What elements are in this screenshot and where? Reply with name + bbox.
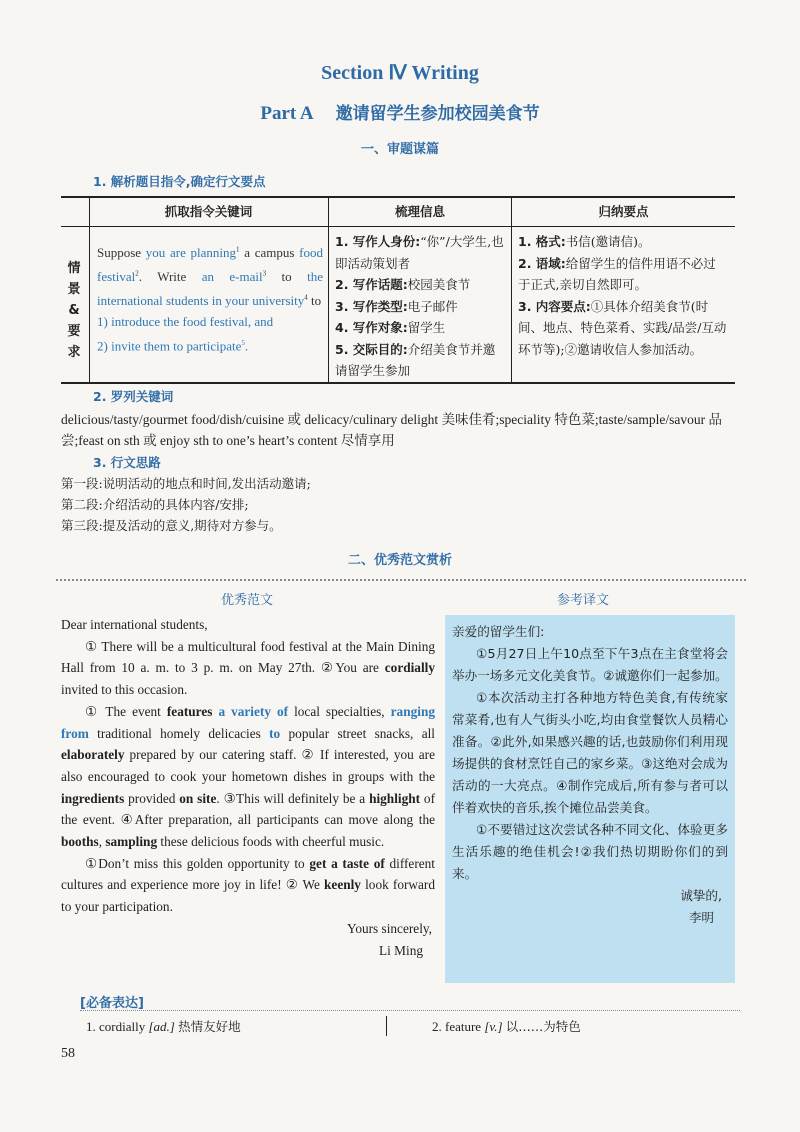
table-header-keywords: 抓取指令关键词	[89, 198, 328, 227]
essay-paragraph-3	[61, 853, 435, 918]
essay-text-run: ① There will be a multicultural food festival at the Main Dining Hall from 10 a. m. to 3 p. m. on May 27th. ②You are	[61, 638, 435, 676]
vocab-item: 1. cordially [ad.] 热情友好地	[86, 1019, 241, 1034]
essay-text-run: invited to this occasion.	[61, 682, 188, 698]
highlighted-phrase: sampling	[105, 834, 158, 850]
instruction-text-run: to	[307, 292, 322, 308]
highlighted-phrase: features	[166, 703, 213, 719]
outline-item: 第二段:介绍活动的具体内容/安排;	[61, 497, 249, 512]
highlighted-phrase: on site	[179, 790, 217, 806]
translation-greeting: 亲爱的留学生们:	[452, 624, 545, 639]
vocab-separator	[386, 1016, 387, 1036]
info-item: 2. 写作话题:校园美食节	[335, 277, 471, 292]
translation-paragraph-3: ①不要错过这次尝试各种不同文化、体验更多生活乐趣的绝佳机会!②我们热切期盼你们的到来。	[452, 822, 728, 881]
outline-item: 第一段:说明活动的地点和时间,发出活动邀请;	[61, 476, 311, 491]
part-heading	[0, 99, 800, 125]
instruction-text-run: . Write	[138, 269, 202, 285]
essay-text-run: popular street snacks, all	[280, 725, 435, 741]
instruction-text-run: a campus	[239, 245, 300, 261]
outline-list	[61, 473, 741, 536]
points-list	[518, 231, 728, 360]
info-item: 1. 写作人身份:“你”/大学生,也即活动策划者	[335, 234, 504, 271]
part-title: 邀请留学生参加校园美食节	[335, 104, 540, 124]
essay-text-run: ① The event	[85, 703, 167, 719]
essay-greeting: Dear international students,	[61, 617, 208, 632]
subheading-sample: 二、优秀范文赏析	[347, 553, 452, 568]
step-3-heading: 3. 行文思路	[93, 455, 161, 470]
instruction-text: Suppose you are planning$^1$ a campus food festival$^2$. Write an e-mail$^3$ to the international students in your university$^4$ to 1) introduce the food festival, and 2) invite them to participate$^5$.	[97, 240, 323, 357]
info-item: 5. 交际目的:介绍美食节并邀请留学生参加	[335, 341, 496, 378]
essay-column-heading: 优秀范文	[221, 593, 274, 608]
highlighted-phrase: get a taste of	[309, 855, 385, 871]
essay-text-run: . ③This will definitely be a	[216, 790, 370, 806]
sample-essay	[61, 614, 435, 961]
highlighted-phrase: cordially	[384, 660, 435, 676]
instruction-item: 1) introduce the food festival, and	[97, 314, 274, 330]
divider	[80, 1010, 740, 1011]
highlighted-phrase: keenly	[324, 877, 361, 893]
row-header: 情 景 & 要 求	[67, 261, 81, 360]
instruction-item: 2) invite them to participate$^5$.	[97, 338, 249, 354]
subheading-analysis: 一、审题谋篇	[360, 142, 439, 157]
highlighted-phrase: booths	[61, 834, 99, 850]
instruction-text-run: Suppose	[97, 245, 146, 261]
essay-paragraph-2	[61, 701, 435, 853]
instruction-keyword: food festival	[97, 245, 323, 285]
essay-text-run: local specialties,	[288, 703, 391, 719]
point-item: 2. 语域:给留学生的信件用语不必过于正式,亲切自然即可。	[518, 255, 716, 292]
translation-closing: 诚挚的,	[680, 888, 722, 903]
essay-text-run: look forward to your participation.	[61, 877, 435, 915]
translation-box	[445, 615, 735, 983]
highlighted-phrase: highlight	[369, 790, 421, 806]
step-2-heading: 2. 罗列关键词	[93, 389, 174, 404]
essay-text-run: of the event. ④After preparation, all participants can move along the	[61, 790, 435, 828]
info-list	[335, 231, 507, 382]
essay-text-run: provided	[124, 790, 180, 806]
step-1-heading: 1. 解析题目指令,确定行文要点	[93, 174, 266, 189]
highlighted-phrase: ranging from	[61, 703, 435, 741]
outline-item: 第三段:提及活动的意义,期待对方参与。	[61, 518, 282, 533]
point-item: 3. 内容要点:①具体介绍美食节(时间、地点、特色菜肴、实践/品尝/互动环节等);②邀请收信人参加活动。	[518, 298, 727, 357]
instruction-keyword: you are planning	[145, 245, 237, 261]
table-header-info: 梳理信息	[329, 198, 511, 227]
table-header-points: 归纳要点	[512, 198, 735, 227]
page-number: 58	[61, 1046, 75, 1061]
highlighted-phrase: a variety of	[218, 703, 289, 719]
essay-closing: Yours sincerely,	[347, 920, 432, 936]
essay-text-run: prepared by our catering staff. ② If interested, you are also encouraged to cook your hometown dishes in groups with the	[61, 747, 435, 784]
translation-column-heading: 参考译文	[557, 593, 610, 608]
essay-paragraph-1	[61, 636, 435, 701]
essay-signature: Li Ming	[379, 942, 423, 958]
section-title: Section Ⅳ Writing	[321, 62, 479, 84]
essay-text-run: ,	[98, 834, 106, 850]
instruction-keyword: an e-mail	[201, 269, 263, 285]
instruction-keyword: the international students in your university	[97, 269, 323, 308]
highlighted-phrase: elaborately	[61, 747, 125, 763]
info-item: 4. 写作对象:留学生	[335, 320, 446, 335]
translation-paragraph-2: ①本次活动主打各种地方特色美食,有传统家常菜肴,也有人气街头小吃,均由食堂餐饮人员精心准备。②此外,如果感兴趣的话,也鼓励你们利用现场提供的食材烹饪自己的家乡菜。③这绝对会成为活动的一大亮点。④制作完成后,所有参与者可以伴着欢快的音乐,挨个摊位品尝美食。	[452, 690, 728, 815]
highlighted-phrase: ingredients	[61, 790, 125, 806]
translation-signature: 李明	[688, 910, 714, 925]
translation-paragraph-1: ①5月27日上午10点至下午3点在主食堂将会举办一场多元文化美食节。②诚邀你们一起参加。	[452, 646, 728, 683]
vocab-item: 2. feature [v.] 以……为特色	[432, 1019, 581, 1034]
essential-expressions-heading: [必备表达]	[80, 996, 144, 1011]
highlighted-phrase: to	[269, 725, 281, 741]
essay-text-run: ①Don’t miss this golden opportunity to	[85, 855, 310, 871]
part-label: Part A	[260, 103, 314, 124]
essay-text-run: different cultures and experience more joy in life! ② We	[61, 855, 436, 893]
essay-text-run: traditional homely delicacies	[88, 725, 270, 741]
analysis-table	[61, 196, 735, 384]
instruction-text-run: to	[266, 269, 308, 285]
point-item: 1. 格式:书信(邀请信)。	[518, 234, 651, 249]
essay-text-run: these delicious foods with cheerful music.	[157, 834, 385, 850]
keywords-text: delicious/tasty/gourmet food/dish/cuisine 或 delicacy/culinary delight 美味佳肴;speciality 特色菜;taste/sample/savour 品尝;feast on sth 或 enjoy sth to one’s heart’s content 尽情享用	[61, 412, 722, 448]
divider	[56, 579, 746, 581]
info-item: 3. 写作类型:电子邮件	[335, 298, 458, 314]
